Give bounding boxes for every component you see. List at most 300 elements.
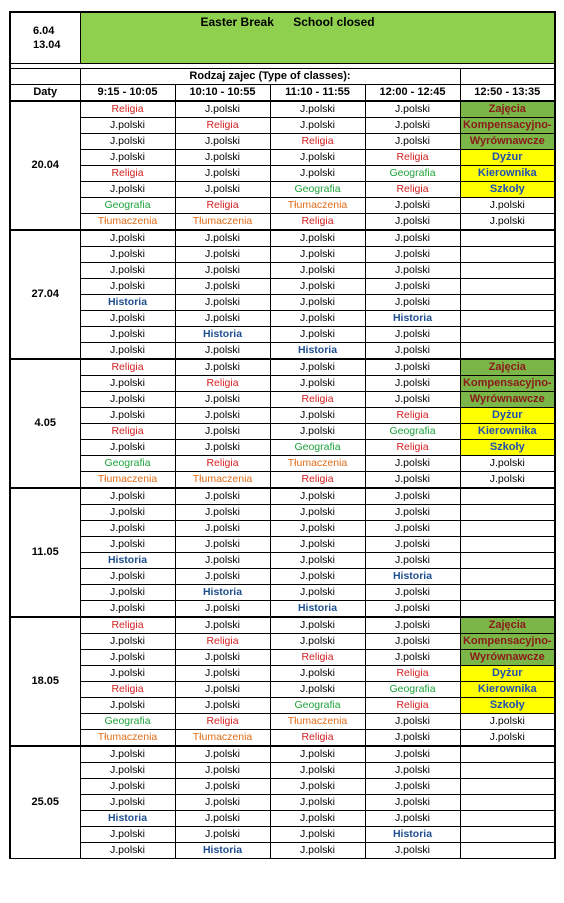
schedule-row <box>10 617 555 634</box>
empty-cell <box>460 843 555 859</box>
class-cell: J.polski <box>175 488 270 505</box>
class-cell: J.polski <box>270 682 365 698</box>
class-cell: J.polski <box>80 666 175 682</box>
class-cell: J.polski <box>80 569 175 585</box>
class-cell: J.polski <box>270 101 365 118</box>
class-cell: Tłumaczenia <box>80 214 175 231</box>
schedule-table <box>9 11 556 859</box>
schedule-row <box>10 650 555 666</box>
class-cell: Religia <box>80 617 175 634</box>
class-cell: J.polski <box>270 359 365 376</box>
class-cell: J.polski <box>365 763 460 779</box>
schedule-row <box>10 521 555 537</box>
class-cell: Religia <box>175 714 270 730</box>
class-cell: J.polski <box>175 827 270 843</box>
class-cell: J.polski <box>365 101 460 118</box>
class-cell: J.polski <box>175 343 270 360</box>
class-cell: J.polski <box>365 505 460 521</box>
class-cell: J.polski <box>175 359 270 376</box>
schedule-body <box>10 12 555 859</box>
break-date-end: 13.04 <box>33 39 61 51</box>
empty-cell <box>460 811 555 827</box>
class-cell: J.polski <box>80 795 175 811</box>
schedule-row <box>10 392 555 408</box>
class-cell: J.polski <box>80 182 175 198</box>
schedule-row <box>10 182 555 198</box>
class-cell: Geografia <box>365 166 460 182</box>
class-cell: J.polski <box>80 440 175 456</box>
class-cell: J.polski <box>460 456 555 472</box>
class-cell: J.polski <box>270 553 365 569</box>
class-cell: Historia <box>365 827 460 843</box>
class-cell: J.polski <box>365 247 460 263</box>
column-header-slot-1: 9:15 - 10:05 <box>80 85 175 102</box>
class-cell: Religia <box>80 424 175 440</box>
schedule-row <box>10 408 555 424</box>
class-cell: Religia <box>270 392 365 408</box>
class-cell: J.polski <box>270 505 365 521</box>
schedule-row <box>10 311 555 327</box>
class-cell: J.polski <box>80 521 175 537</box>
class-cell: J.polski <box>80 279 175 295</box>
class-cell: J.polski <box>175 779 270 795</box>
empty-cell <box>460 746 555 763</box>
class-cell: J.polski <box>175 230 270 247</box>
class-cell: J.polski <box>365 456 460 472</box>
class-cell: J.polski <box>80 376 175 392</box>
schedule-row <box>10 295 555 311</box>
class-cell: J.polski <box>175 666 270 682</box>
class-cell: J.polski <box>175 682 270 698</box>
break-dates-cell <box>10 12 80 64</box>
class-cell: J.polski <box>270 311 365 327</box>
empty-cell <box>460 601 555 618</box>
date-cell: 25.05 <box>10 746 80 859</box>
class-cell: Tłumaczenia <box>175 730 270 747</box>
class-cell: J.polski <box>365 779 460 795</box>
schedule-row <box>10 279 555 295</box>
schedule-row <box>10 230 555 247</box>
banner-closed-label: School closed <box>293 15 375 29</box>
duty-cell: Szkoły <box>460 182 555 198</box>
class-cell: J.polski <box>365 359 460 376</box>
class-cell: Geografia <box>80 198 175 214</box>
type-heading: Rodzaj zajec (Type of classes): <box>80 69 460 85</box>
class-cell: Geografia <box>80 456 175 472</box>
class-cell: Tłumaczenia <box>270 456 365 472</box>
class-cell: J.polski <box>460 214 555 231</box>
class-cell: J.polski <box>175 440 270 456</box>
class-cell: J.polski <box>365 537 460 553</box>
class-cell: Religia <box>80 682 175 698</box>
class-cell: J.polski <box>460 198 555 214</box>
class-cell: J.polski <box>270 118 365 134</box>
kz-cell: Kompensacyjno- <box>460 634 555 650</box>
class-cell: Historia <box>270 343 365 360</box>
empty-cell <box>460 827 555 843</box>
kz-cell: Kompensacyjno- <box>460 376 555 392</box>
class-cell: J.polski <box>270 569 365 585</box>
class-cell: J.polski <box>80 247 175 263</box>
class-cell: J.polski <box>270 408 365 424</box>
class-cell: Historia <box>270 601 365 618</box>
class-cell: J.polski <box>175 505 270 521</box>
class-cell: J.polski <box>175 166 270 182</box>
class-cell: Historia <box>175 585 270 601</box>
class-cell: J.polski <box>270 166 365 182</box>
class-cell: J.polski <box>365 650 460 666</box>
date-cell: 27.04 <box>10 230 80 359</box>
schedule-row <box>10 553 555 569</box>
class-cell: J.polski <box>365 585 460 601</box>
class-cell: Religia <box>270 472 365 489</box>
class-cell: J.polski <box>80 746 175 763</box>
empty-cell <box>460 488 555 505</box>
class-cell: Religia <box>270 730 365 747</box>
break-date-start: 6.04 <box>33 25 55 37</box>
class-cell: J.polski <box>175 795 270 811</box>
class-cell: J.polski <box>270 230 365 247</box>
class-cell: J.polski <box>80 601 175 618</box>
class-cell: J.polski <box>175 408 270 424</box>
class-cell: J.polski <box>270 521 365 537</box>
class-cell: J.polski <box>270 827 365 843</box>
schedule-row <box>10 537 555 553</box>
duty-cell: Szkoły <box>460 698 555 714</box>
class-cell: J.polski <box>175 150 270 166</box>
class-cell: Geografia <box>270 182 365 198</box>
schedule-row <box>10 585 555 601</box>
class-cell: J.polski <box>175 424 270 440</box>
empty-cell <box>460 247 555 263</box>
class-cell: J.polski <box>175 569 270 585</box>
class-cell: Religia <box>365 440 460 456</box>
class-cell: J.polski <box>270 376 365 392</box>
class-cell: Religia <box>270 650 365 666</box>
schedule-row <box>10 376 555 392</box>
class-cell: J.polski <box>365 714 460 730</box>
class-cell: J.polski <box>365 198 460 214</box>
class-cell: J.polski <box>460 472 555 489</box>
class-cell: J.polski <box>270 279 365 295</box>
schedule-row <box>10 666 555 682</box>
empty-cell <box>460 569 555 585</box>
schedule-row <box>10 601 555 618</box>
schedule-row <box>10 811 555 827</box>
empty-cell <box>460 295 555 311</box>
class-cell: J.polski <box>175 537 270 553</box>
class-cell: J.polski <box>175 311 270 327</box>
class-cell: Tłumaczenia <box>80 730 175 747</box>
empty-cell <box>460 327 555 343</box>
class-cell: J.polski <box>175 811 270 827</box>
class-cell: J.polski <box>270 295 365 311</box>
class-cell: J.polski <box>365 553 460 569</box>
class-cell: J.polski <box>175 553 270 569</box>
class-cell: J.polski <box>80 134 175 150</box>
schedule-row <box>10 263 555 279</box>
class-cell: Historia <box>175 327 270 343</box>
class-cell: J.polski <box>270 843 365 859</box>
class-cell: J.polski <box>270 666 365 682</box>
schedule-row <box>10 746 555 763</box>
schedule-row <box>10 118 555 134</box>
class-cell: Historia <box>365 311 460 327</box>
class-cell: J.polski <box>175 101 270 118</box>
class-cell: J.polski <box>365 376 460 392</box>
kz-cell: Wyrównawcze <box>460 392 555 408</box>
column-header-slot-4: 12:00 - 12:45 <box>365 85 460 102</box>
schedule-row <box>10 247 555 263</box>
class-cell: J.polski <box>175 392 270 408</box>
schedule-row <box>10 472 555 489</box>
kz-cell: Zajęcia <box>460 617 555 634</box>
kz-cell: Kompensacyjno- <box>460 118 555 134</box>
class-cell: J.polski <box>80 779 175 795</box>
class-cell: J.polski <box>80 843 175 859</box>
class-cell: J.polski <box>365 488 460 505</box>
class-cell: Historia <box>80 811 175 827</box>
class-cell: Geografia <box>365 682 460 698</box>
class-cell: J.polski <box>365 214 460 231</box>
class-cell: J.polski <box>80 311 175 327</box>
class-cell: J.polski <box>270 763 365 779</box>
class-cell: J.polski <box>365 843 460 859</box>
class-cell: Religia <box>270 134 365 150</box>
class-cell: J.polski <box>270 634 365 650</box>
column-header-slot-3: 11:10 - 11:55 <box>270 85 365 102</box>
schedule-row <box>10 359 555 376</box>
class-cell: J.polski <box>80 505 175 521</box>
class-cell: Religia <box>270 214 365 231</box>
class-cell: J.polski <box>365 392 460 408</box>
empty-cell <box>460 553 555 569</box>
class-cell: J.polski <box>80 698 175 714</box>
class-cell: J.polski <box>365 134 460 150</box>
schedule-row <box>10 327 555 343</box>
class-cell: J.polski <box>80 150 175 166</box>
class-cell: J.polski <box>365 811 460 827</box>
duty-cell: Dyżur <box>460 666 555 682</box>
date-cell: 4.05 <box>10 359 80 488</box>
banner-break-label: Easter Break <box>200 15 274 29</box>
class-cell: J.polski <box>365 634 460 650</box>
class-cell: J.polski <box>175 182 270 198</box>
class-cell: J.polski <box>175 134 270 150</box>
class-cell: Tłumaczenia <box>80 472 175 489</box>
class-cell: J.polski <box>80 650 175 666</box>
empty-cell <box>460 311 555 327</box>
empty-cell <box>460 795 555 811</box>
column-header-row <box>10 85 555 102</box>
schedule-row <box>10 779 555 795</box>
class-cell: J.polski <box>365 730 460 747</box>
class-cell: J.polski <box>175 279 270 295</box>
empty-cell <box>460 585 555 601</box>
schedule-row <box>10 682 555 698</box>
class-cell: J.polski <box>365 795 460 811</box>
empty-cell <box>460 343 555 360</box>
class-cell: J.polski <box>175 601 270 618</box>
schedule-row <box>10 763 555 779</box>
class-cell: J.polski <box>365 327 460 343</box>
schedule-row <box>10 440 555 456</box>
class-cell: J.polski <box>460 730 555 747</box>
class-cell: J.polski <box>80 634 175 650</box>
schedule-row <box>10 424 555 440</box>
class-cell: J.polski <box>270 488 365 505</box>
class-cell: Geografia <box>270 698 365 714</box>
class-cell: Religia <box>175 634 270 650</box>
empty-cell <box>460 521 555 537</box>
class-cell: J.polski <box>270 424 365 440</box>
class-cell: Tłumaczenia <box>175 472 270 489</box>
class-cell: Historia <box>175 843 270 859</box>
class-cell: J.polski <box>270 537 365 553</box>
class-cell: J.polski <box>175 698 270 714</box>
duty-cell: Dyżur <box>460 408 555 424</box>
schedule-row <box>10 166 555 182</box>
class-cell: Religia <box>365 666 460 682</box>
schedule-row <box>10 101 555 118</box>
class-cell: Religia <box>175 376 270 392</box>
type-heading-row <box>10 69 555 85</box>
class-cell: Geografia <box>365 424 460 440</box>
schedule-row <box>10 843 555 859</box>
class-cell: J.polski <box>365 279 460 295</box>
schedule-row <box>10 488 555 505</box>
class-cell: J.polski <box>80 585 175 601</box>
class-cell: J.polski <box>365 472 460 489</box>
class-cell: Historia <box>365 569 460 585</box>
class-cell: Historia <box>80 295 175 311</box>
class-cell: J.polski <box>175 746 270 763</box>
empty-cell <box>460 763 555 779</box>
schedule-row <box>10 343 555 360</box>
class-cell: Tłumaczenia <box>175 214 270 231</box>
class-cell: J.polski <box>365 601 460 618</box>
class-cell: J.polski <box>365 617 460 634</box>
kz-cell: Wyrównawcze <box>460 134 555 150</box>
class-cell: J.polski <box>270 263 365 279</box>
class-cell: J.polski <box>175 617 270 634</box>
class-cell: J.polski <box>365 521 460 537</box>
empty-cell <box>460 505 555 521</box>
empty-cell <box>460 779 555 795</box>
class-cell: J.polski <box>175 521 270 537</box>
schedule-row <box>10 456 555 472</box>
schedule-row <box>10 714 555 730</box>
class-cell: J.polski <box>365 295 460 311</box>
class-cell: Religia <box>175 456 270 472</box>
column-header-slot-5: 12:50 - 13:35 <box>460 85 555 102</box>
class-cell: Religia <box>365 408 460 424</box>
class-cell: Religia <box>365 150 460 166</box>
column-header-slot-2: 10:10 - 10:55 <box>175 85 270 102</box>
break-row <box>10 12 555 64</box>
class-cell: J.polski <box>365 230 460 247</box>
class-cell: J.polski <box>80 327 175 343</box>
class-cell: J.polski <box>175 247 270 263</box>
class-cell: J.polski <box>80 230 175 247</box>
schedule-row <box>10 134 555 150</box>
class-cell: J.polski <box>80 118 175 134</box>
class-cell: Geografia <box>270 440 365 456</box>
class-cell: J.polski <box>365 263 460 279</box>
class-cell: Tłumaczenia <box>270 714 365 730</box>
empty-cell <box>460 230 555 247</box>
class-cell: J.polski <box>270 779 365 795</box>
schedule-row <box>10 698 555 714</box>
easter-break-banner <box>80 12 555 64</box>
schedule-row <box>10 505 555 521</box>
schedule-row <box>10 827 555 843</box>
date-cell: 20.04 <box>10 101 80 230</box>
schedule-row <box>10 730 555 747</box>
class-cell: Geografia <box>80 714 175 730</box>
class-cell: Religia <box>175 118 270 134</box>
schedule-row <box>10 634 555 650</box>
class-cell: J.polski <box>270 150 365 166</box>
empty-cell <box>460 279 555 295</box>
class-cell: J.polski <box>365 343 460 360</box>
class-cell: J.polski <box>270 811 365 827</box>
duty-cell: Dyżur <box>460 150 555 166</box>
empty-cell <box>460 263 555 279</box>
class-cell: J.polski <box>80 488 175 505</box>
class-cell: J.polski <box>175 263 270 279</box>
empty-cell <box>460 537 555 553</box>
class-cell: Religia <box>175 198 270 214</box>
class-cell: J.polski <box>80 343 175 360</box>
class-cell: J.polski <box>270 247 365 263</box>
class-cell: J.polski <box>80 827 175 843</box>
class-cell: J.polski <box>365 118 460 134</box>
class-cell: J.polski <box>270 617 365 634</box>
class-cell: J.polski <box>80 392 175 408</box>
duty-cell: Kierownika <box>460 424 555 440</box>
class-cell: Religia <box>80 359 175 376</box>
class-cell: J.polski <box>80 537 175 553</box>
class-cell: J.polski <box>270 795 365 811</box>
class-cell: Religia <box>365 698 460 714</box>
duty-cell: Szkoły <box>460 440 555 456</box>
kz-cell: Wyrównawcze <box>460 650 555 666</box>
class-cell: Religia <box>80 101 175 118</box>
schedule-row <box>10 198 555 214</box>
schedule-row <box>10 795 555 811</box>
class-cell: J.polski <box>175 295 270 311</box>
class-cell: J.polski <box>270 585 365 601</box>
class-cell: J.polski <box>80 263 175 279</box>
class-cell: J.polski <box>460 714 555 730</box>
class-cell: J.polski <box>175 650 270 666</box>
class-cell: Historia <box>80 553 175 569</box>
schedule-row <box>10 569 555 585</box>
column-header-dates: Daty <box>10 85 80 102</box>
class-cell: Religia <box>365 182 460 198</box>
kz-cell: Zajęcia <box>460 101 555 118</box>
class-cell: J.polski <box>365 746 460 763</box>
date-cell: 11.05 <box>10 488 80 617</box>
kz-cell: Zajęcia <box>460 359 555 376</box>
class-cell: J.polski <box>80 763 175 779</box>
duty-cell: Kierownika <box>460 166 555 182</box>
duty-cell: Kierownika <box>460 682 555 698</box>
class-cell: J.polski <box>80 408 175 424</box>
date-cell: 18.05 <box>10 617 80 746</box>
class-cell: Religia <box>80 166 175 182</box>
